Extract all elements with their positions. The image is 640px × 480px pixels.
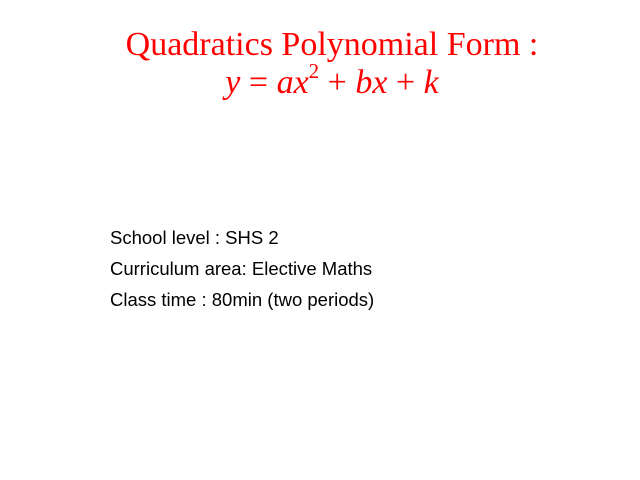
quadratic-formula [0, 58, 640, 102]
formula-plus-1: + [319, 64, 356, 101]
formula-equals: = [240, 64, 277, 101]
curriculum-area-text: Curriculum area: Elective Maths [110, 258, 373, 279]
school-level-text: School level : SHS 2 [110, 227, 279, 248]
slide-title [0, 26, 640, 102]
formula-y: y [225, 64, 241, 101]
class-time-text: Class time : 80min (two periods) [110, 289, 375, 310]
lesson-details [110, 222, 374, 315]
formula-k: k [423, 64, 439, 101]
title-heading: Quadratics Polynomial Form : [125, 26, 539, 63]
formula-ax: ax [276, 64, 309, 101]
formula-bx: bx [355, 64, 388, 101]
formula-exponent: 2 [308, 58, 320, 83]
formula-plus-2: + [387, 64, 424, 101]
